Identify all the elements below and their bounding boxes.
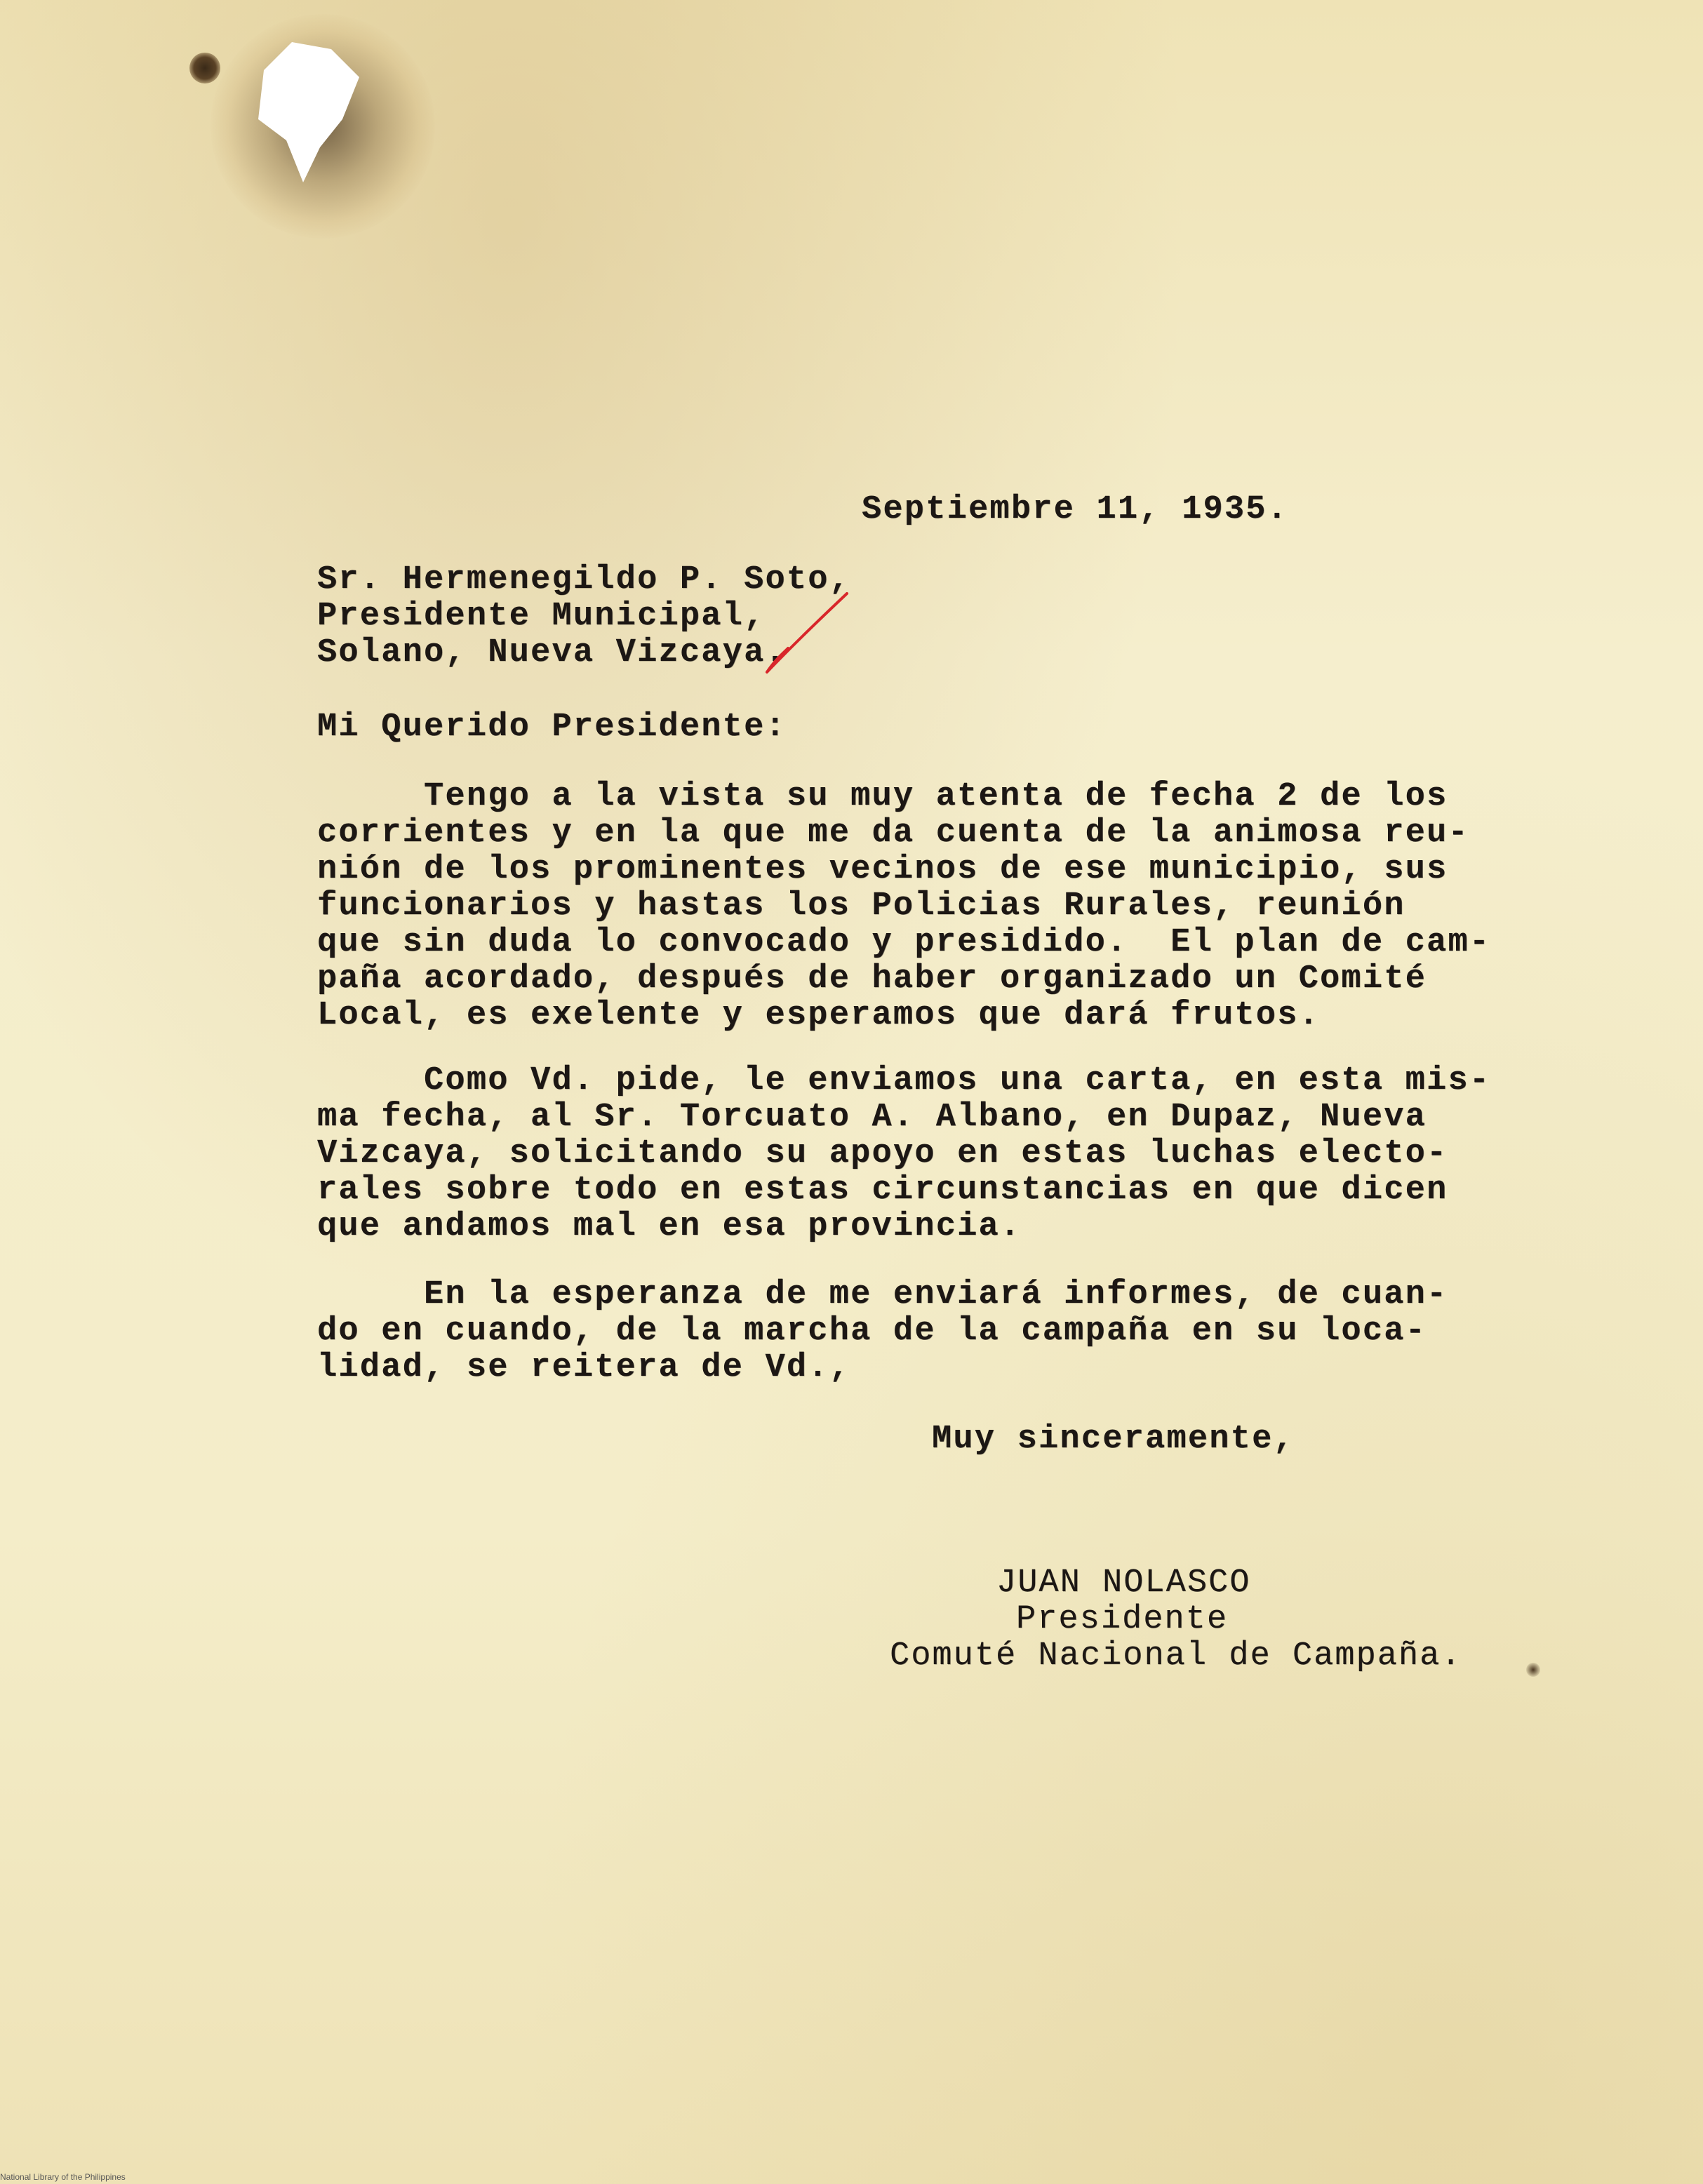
signatory-organization: Comuté Nacional de Campaña. <box>890 1637 1462 1675</box>
signatory-name: JUAN NOLASCO <box>996 1565 1251 1602</box>
paragraph-2 <box>317 1063 1490 1245</box>
paragraph-3 <box>317 1277 1448 1386</box>
paragraph-line: do en cuando, de la marcha de la campaña en su loca- <box>317 1313 1427 1350</box>
paragraph-line: lidad, se reitera de Vd., <box>317 1349 851 1386</box>
paragraph-1 <box>317 779 1490 1034</box>
paragraph-line: ma fecha, al Sr. Torcuato A. Albano, en Dupaz, Nueva <box>317 1099 1427 1136</box>
salutation: Mi Querido Presidente: <box>317 709 787 746</box>
signatory-title: Presidente <box>1016 1601 1229 1638</box>
paragraph-line: paña acordado, después de haber organizado un Comité <box>317 960 1427 998</box>
paragraph-line: que andamos mal en esa provincia. <box>317 1208 1022 1245</box>
archive-footer: National Library of the Philippines <box>0 2172 126 2182</box>
red-checkmark-icon <box>761 589 853 688</box>
address-line-location: Solano, Nueva Vizcaya. <box>317 634 787 671</box>
paragraph-line: nión de los prominentes vecinos de ese municipio, sus <box>317 851 1448 888</box>
address-line-recipient: Sr. Hermenegildo P. Soto, <box>317 561 851 598</box>
letter-date: Septiembre 11, 1935. <box>862 491 1289 528</box>
paragraph-line: Local, es exelente y esperamos que dará frutos. <box>317 997 1321 1034</box>
paragraph-line: Vizcaya, solicitando su apoyo en estas luchas electo- <box>317 1135 1448 1172</box>
paragraph-line: corrientes y en la que me da cuenta de la animosa reu- <box>317 815 1469 852</box>
paragraph-line: rales sobre todo en estas circunstancias en que dicen <box>317 1172 1448 1209</box>
closing: Muy sinceramente, <box>932 1421 1295 1458</box>
paragraph-line: Tengo a la vista su muy atenta de fecha 2 de los <box>317 778 1448 815</box>
paragraph-line: En la esperanza de me enviará informes, de cuan- <box>317 1276 1448 1313</box>
paragraph-line: que sin duda lo convocado y presidido. El plan de cam- <box>317 924 1491 961</box>
paragraph-line: funcionarios y hastas los Policias Rurales, reunión <box>317 887 1405 925</box>
paper-speck <box>1526 1663 1540 1677</box>
paragraph-line: Como Vd. pide, le enviamos una carta, en esta mis- <box>317 1062 1491 1099</box>
address-line-position: Presidente Municipal, <box>317 598 766 635</box>
ink-spot <box>189 53 220 83</box>
